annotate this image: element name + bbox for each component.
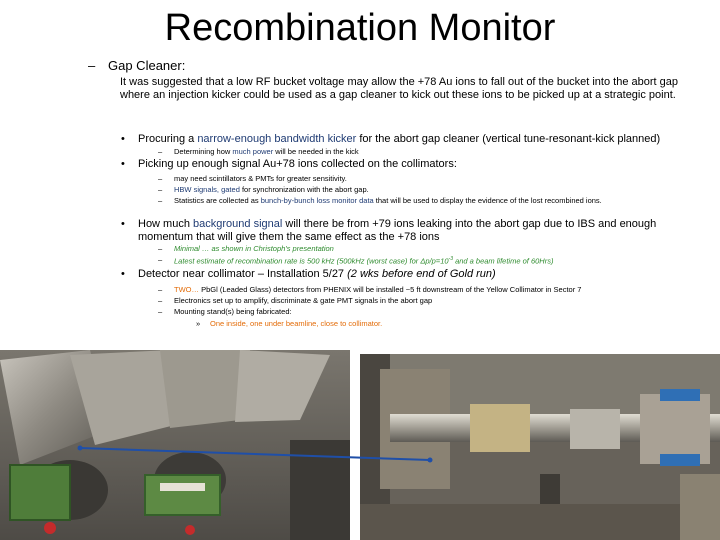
bullet-3-sub-2-dash: –	[158, 255, 163, 264]
bullet-2-glyph: •	[121, 158, 125, 170]
bullet-4-sub-1-dash: –	[158, 285, 163, 294]
bullet-4-sub-3a: One inside, one under beamline, close to collimator.	[210, 319, 383, 328]
bullet-3-highlight: background signal	[193, 218, 283, 230]
bullet-3: How much background signal will there be from +79 ions leaking into the abort gap due to IBS and enough momentum that will give them the same effect as the +78 ions	[138, 218, 657, 243]
bullet-1-pre: Procuring a	[138, 133, 198, 145]
bullet-2-sub-3-dash: –	[158, 196, 163, 205]
bullet-1-post: for the abort gap cleaner (vertical tune-resonant-kick planned)	[356, 133, 661, 145]
heading-dash: –	[88, 58, 96, 73]
bullet-1-glyph: •	[121, 133, 125, 145]
heading-gap-cleaner: Gap Cleaner:	[108, 58, 186, 73]
bullet-3-sub-1-dash: –	[158, 244, 163, 253]
bullet-4: Detector near collimator – Installation 5/27 (2 wks before end of Gold run)	[138, 268, 496, 280]
bullet-2-sub-1-dash: –	[158, 174, 163, 183]
bullet-2-sub-3: Statistics are collected as bunch-by-bunch loss monitor data that will be used to display the evidence of the lost recombined ions.	[174, 196, 602, 205]
bullet-2-sub-2-highlight: HBW signals, gated	[174, 185, 240, 194]
bullet-4-sub-3-dash: –	[158, 307, 163, 316]
photo-link-end	[428, 458, 433, 463]
bullet-1-sub-1-highlight: much power	[232, 147, 274, 156]
bullet-1-sub-1: Determining how much power will be needed in the kick	[174, 147, 359, 156]
bullet-2-sub-2: HBW signals, gated for synchronization with the abort gap.	[174, 185, 369, 194]
bullet-3-sub-2: Latest estimate of recombination rate is 500 kHz (500kHz (worst case) for $\Delta p/p=10^{-3}$ and a beam lifetime of 60Hrs)	[174, 256, 554, 266]
slide-title: Recombination Monitor	[164, 7, 556, 49]
photo-link-start	[78, 446, 83, 451]
bullet-4-italic: (2 wks before end of Gold run)	[347, 268, 496, 280]
bullet-2-sub-1: may need scintillators & PMTs for greater sensitivity.	[174, 174, 347, 183]
bullet-4-sub-3: Mounting stand(s) being fabricated:	[174, 307, 292, 316]
bullet-1-highlight: narrow-enough bandwidth kicker	[197, 133, 357, 145]
bullet-4-sub-3a-glyph: »	[196, 319, 201, 328]
bullet-4-sub-2-dash: –	[158, 296, 163, 305]
bullet-1-sub-1-dash: –	[158, 147, 163, 156]
bullet-2: Picking up enough signal Au+78 ions collected on the collimators:	[138, 158, 457, 170]
bullet-4-sub-2: Electronics set up to amplify, discriminate & gate PMT signals in the abort gap	[174, 296, 433, 305]
bullet-4-glyph: •	[121, 268, 125, 280]
bullet-2-sub-3-highlight: bunch-by-bunch loss monitor data	[260, 196, 374, 205]
photo-link-line	[80, 448, 430, 460]
bullet-2-sub-2-dash: –	[158, 185, 163, 194]
bullet-4-sub-1: TWO… PbGl (Leaded Glass) detectors from PHENIX will be installed ~5 ft downstream of the Yellow Collimator in Sector 7	[174, 285, 582, 294]
bullet-3-sub-1: Minimal … as shown in Christoph's presentation	[174, 244, 334, 253]
bullet-4-sub-1-highlight: TWO…	[174, 285, 199, 294]
intro-paragraph: It was suggested that a low RF bucket voltage may allow the +78 Au ions to fall out of the bucket into the abort gap where an injection kicker could be used as a gap cleaner to kick out these ions to be picked up at a strategic point.	[120, 76, 678, 101]
bullet-3-glyph: •	[121, 218, 125, 230]
